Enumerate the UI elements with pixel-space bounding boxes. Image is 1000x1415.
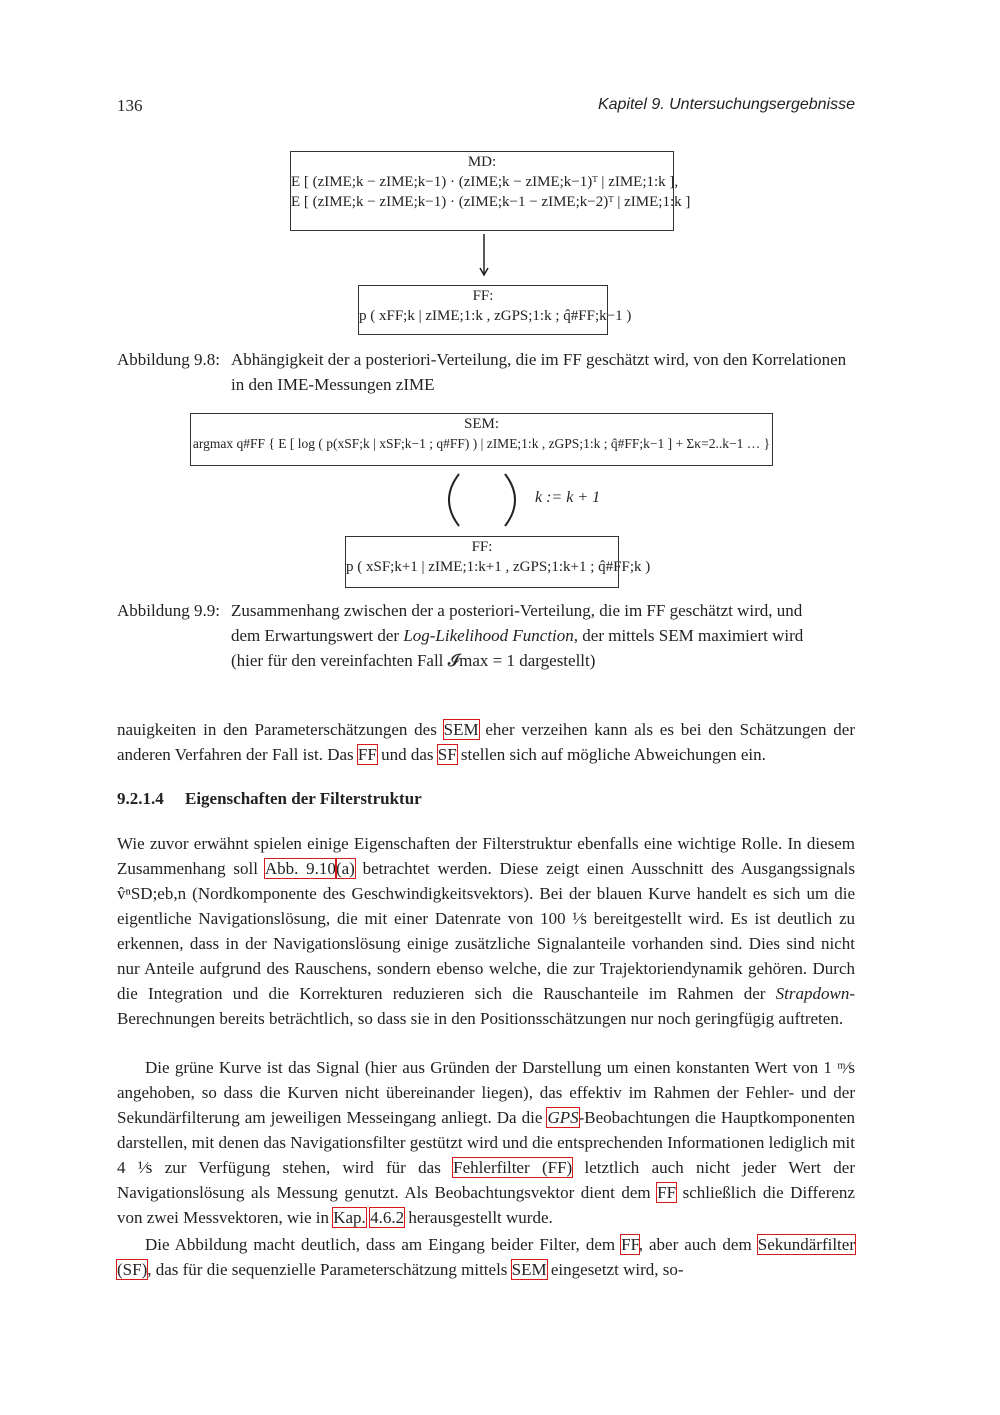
caption-line-2-post: , der mittels SEM maximiert wird — [573, 626, 804, 645]
figure-9-9-caption — [117, 598, 855, 673]
ff-link[interactable]: FF — [621, 1235, 639, 1254]
ff-link[interactable]: FF — [357, 745, 377, 764]
caption-line-1: Zusammenhang zwischen der a posteriori-Verteilung, die im FF geschätzt wird, und — [231, 601, 803, 620]
md-box — [290, 151, 691, 231]
page-header — [117, 96, 855, 120]
caption-text: Abhängigkeit der a posteriori-Verteilung, die im FF geschätzt wird, von den Korrelationen in den IME-Messungen zIME — [231, 350, 847, 394]
sem-equation: argmax q#FF { E [ log ( p(xSF;k | xSF;k−1 ; q#FF) ) | zIME;1:k , zGPS;1:k ; q̂#FF;k−1 ] + Σκ=2..k−1 … } — [192, 436, 771, 451]
md-to-ff-arrow — [478, 234, 490, 276]
ff-box-label: FF: — [471, 539, 493, 555]
ff-box-9-9 — [345, 536, 651, 588]
md-equation-2: E [ (zIME;k − zIME;k−1) · (zIME;k−1 − zIME;k−2)ᵀ | zIME;1:k ] — [291, 194, 691, 210]
loop-label: k := k + 1 — [535, 489, 601, 506]
iteration-loop-parens — [445, 472, 525, 528]
md-box-label: MD: — [467, 154, 497, 170]
sem-box — [190, 413, 773, 466]
ff-box-9-8 — [358, 285, 632, 335]
sf-link[interactable]: SF — [437, 745, 457, 764]
caption-line-3: (hier für den vereinfachten Fall 𝓘max = 1 dargestellt) — [231, 651, 596, 670]
sem-link[interactable]: SEM — [511, 1260, 547, 1279]
paragraph-4: Die Abbildung macht deutlich, dass am Eingang beider Filter, dem FF, aber auch dem Sekundärfilter (SF), das für die sequenzielle Parameterschätzung mittels SEM eingesetzt wird, so- — [117, 1235, 855, 1279]
abb-9-10-a-link[interactable]: (a) — [335, 859, 355, 878]
ff-equation: p ( xSF;k+1 | zIME;1:k+1 , zGPS;1:k+1 ; q̂#FF;k ) — [346, 559, 651, 575]
gps-link[interactable]: GPS — [547, 1108, 579, 1127]
sem-link[interactable]: SEM — [443, 720, 479, 739]
ff-link[interactable]: FF — [657, 1183, 677, 1202]
paragraph-1: nauigkeiten in den Parameterschätzungen des SEM eher verzeihen kann als es bei den Schätzungen der anderen Verfahren der Fall ist. Das FF und das SF stellen sich auf mögliche Abweichungen ein. — [117, 720, 855, 764]
fehlerfilter-link[interactable]: Fehlerfilter (FF) — [453, 1158, 573, 1177]
sem-box-label: SEM: — [463, 416, 499, 432]
section-heading — [117, 789, 422, 809]
caption-line-2-pre: dem Erwartungswert der — [231, 626, 404, 645]
paragraph-2: Wie zuvor erwähnt spielen einige Eigenschaften der Filterstruktur ebenfalls eine wichtige Rolle. In diesem Zusammenhang soll Abb. 9.10(a) betrachtet werden. Diese zeigt einen Ausschnitt des Ausgangssignals v̂ⁿSD;eb,n (Nordkomponente des Geschwindigkeitsvektors). Bei der blauen Kurve handelt es sich um die eigentliche Navigationslösung, die mit einer Datenrate von 100 ¹⁄s bereitgestellt wird. Es ist deutlich zu erkennen, dass in der Navigationslösung einige zusätzliche Signalanteile vorhanden sind. Dies sind nicht nur Anteile aufgrund des Rauschens, sondern ebenso welche, die zur Trajektoriendynamik gehören. Durch die Integration und die Korrekturen reduzieren sich die Rauschanteile im Rahmen der Strapdown-Berechnungen bereits beträchtlich, so dass sie in den Positionsschätzungen nur noch geringfügig auftreten. — [117, 834, 855, 1028]
caption-line-2-italic: Log-Likelihood Function — [403, 626, 574, 645]
section-number: 9.2.1.4 — [117, 789, 164, 808]
chapter-title: Kapitel 9. Untersuchungsergebnisse — [597, 96, 855, 113]
abb-9-10-link[interactable]: Abb. 9.10 — [264, 859, 336, 878]
sekundaerfilter-link[interactable]: Sekundärfilter (SF) — [117, 1235, 855, 1279]
kap-link[interactable]: Kap. — [333, 1208, 366, 1227]
caption-label: Abbildung 9.9: — [117, 601, 220, 620]
ff-equation: p ( xFF;k | zIME;1:k , zGPS;1:k ; q̂#FF;k−1 ) — [359, 308, 632, 324]
md-equation-1: E [ (zIME;k − zIME;k−1) · (zIME;k − zIME;k−1)ᵀ | zIME;1:k ], — [291, 174, 679, 190]
figure-9-8-caption — [117, 347, 855, 397]
page-number: 136 — [117, 96, 143, 115]
paragraph-3: Die grüne Kurve ist das Signal (hier aus Gründen der Darstellung um einen konstanten Wert von 1 ᵐ⁄s angehoben, so dass die Kurven nicht übereinander liegen), das effektiv im Rahmen der Fehler- und der Sekundärfilterung am jeweiligen Messeingang anliegt. Da die GPS-Beobachtungen die Hauptkomponenten darstellen, mit denen das Navigationsfilter gestützt wird und die entsprechenden Informationen lediglich mit 4 ¹⁄s zur Verfügung stehen, wird für das Fehlerfilter (FF) letztlich auch nicht jeder Wert der Navigationslösung als Messung genutzt. Als Beobachtungsvektor dient dem FF schließlich die Differenz von zwei Messvektoren, wie in Kap. 4.6.2 herausgestellt wurde. — [117, 1058, 855, 1227]
caption-label: Abbildung 9.8: — [117, 350, 220, 369]
ff-box-label: FF: — [472, 288, 494, 304]
section-title: Eigenschaften der Filterstruktur — [185, 789, 422, 808]
kap-4-6-2-link[interactable]: 4.6.2 — [370, 1208, 405, 1227]
